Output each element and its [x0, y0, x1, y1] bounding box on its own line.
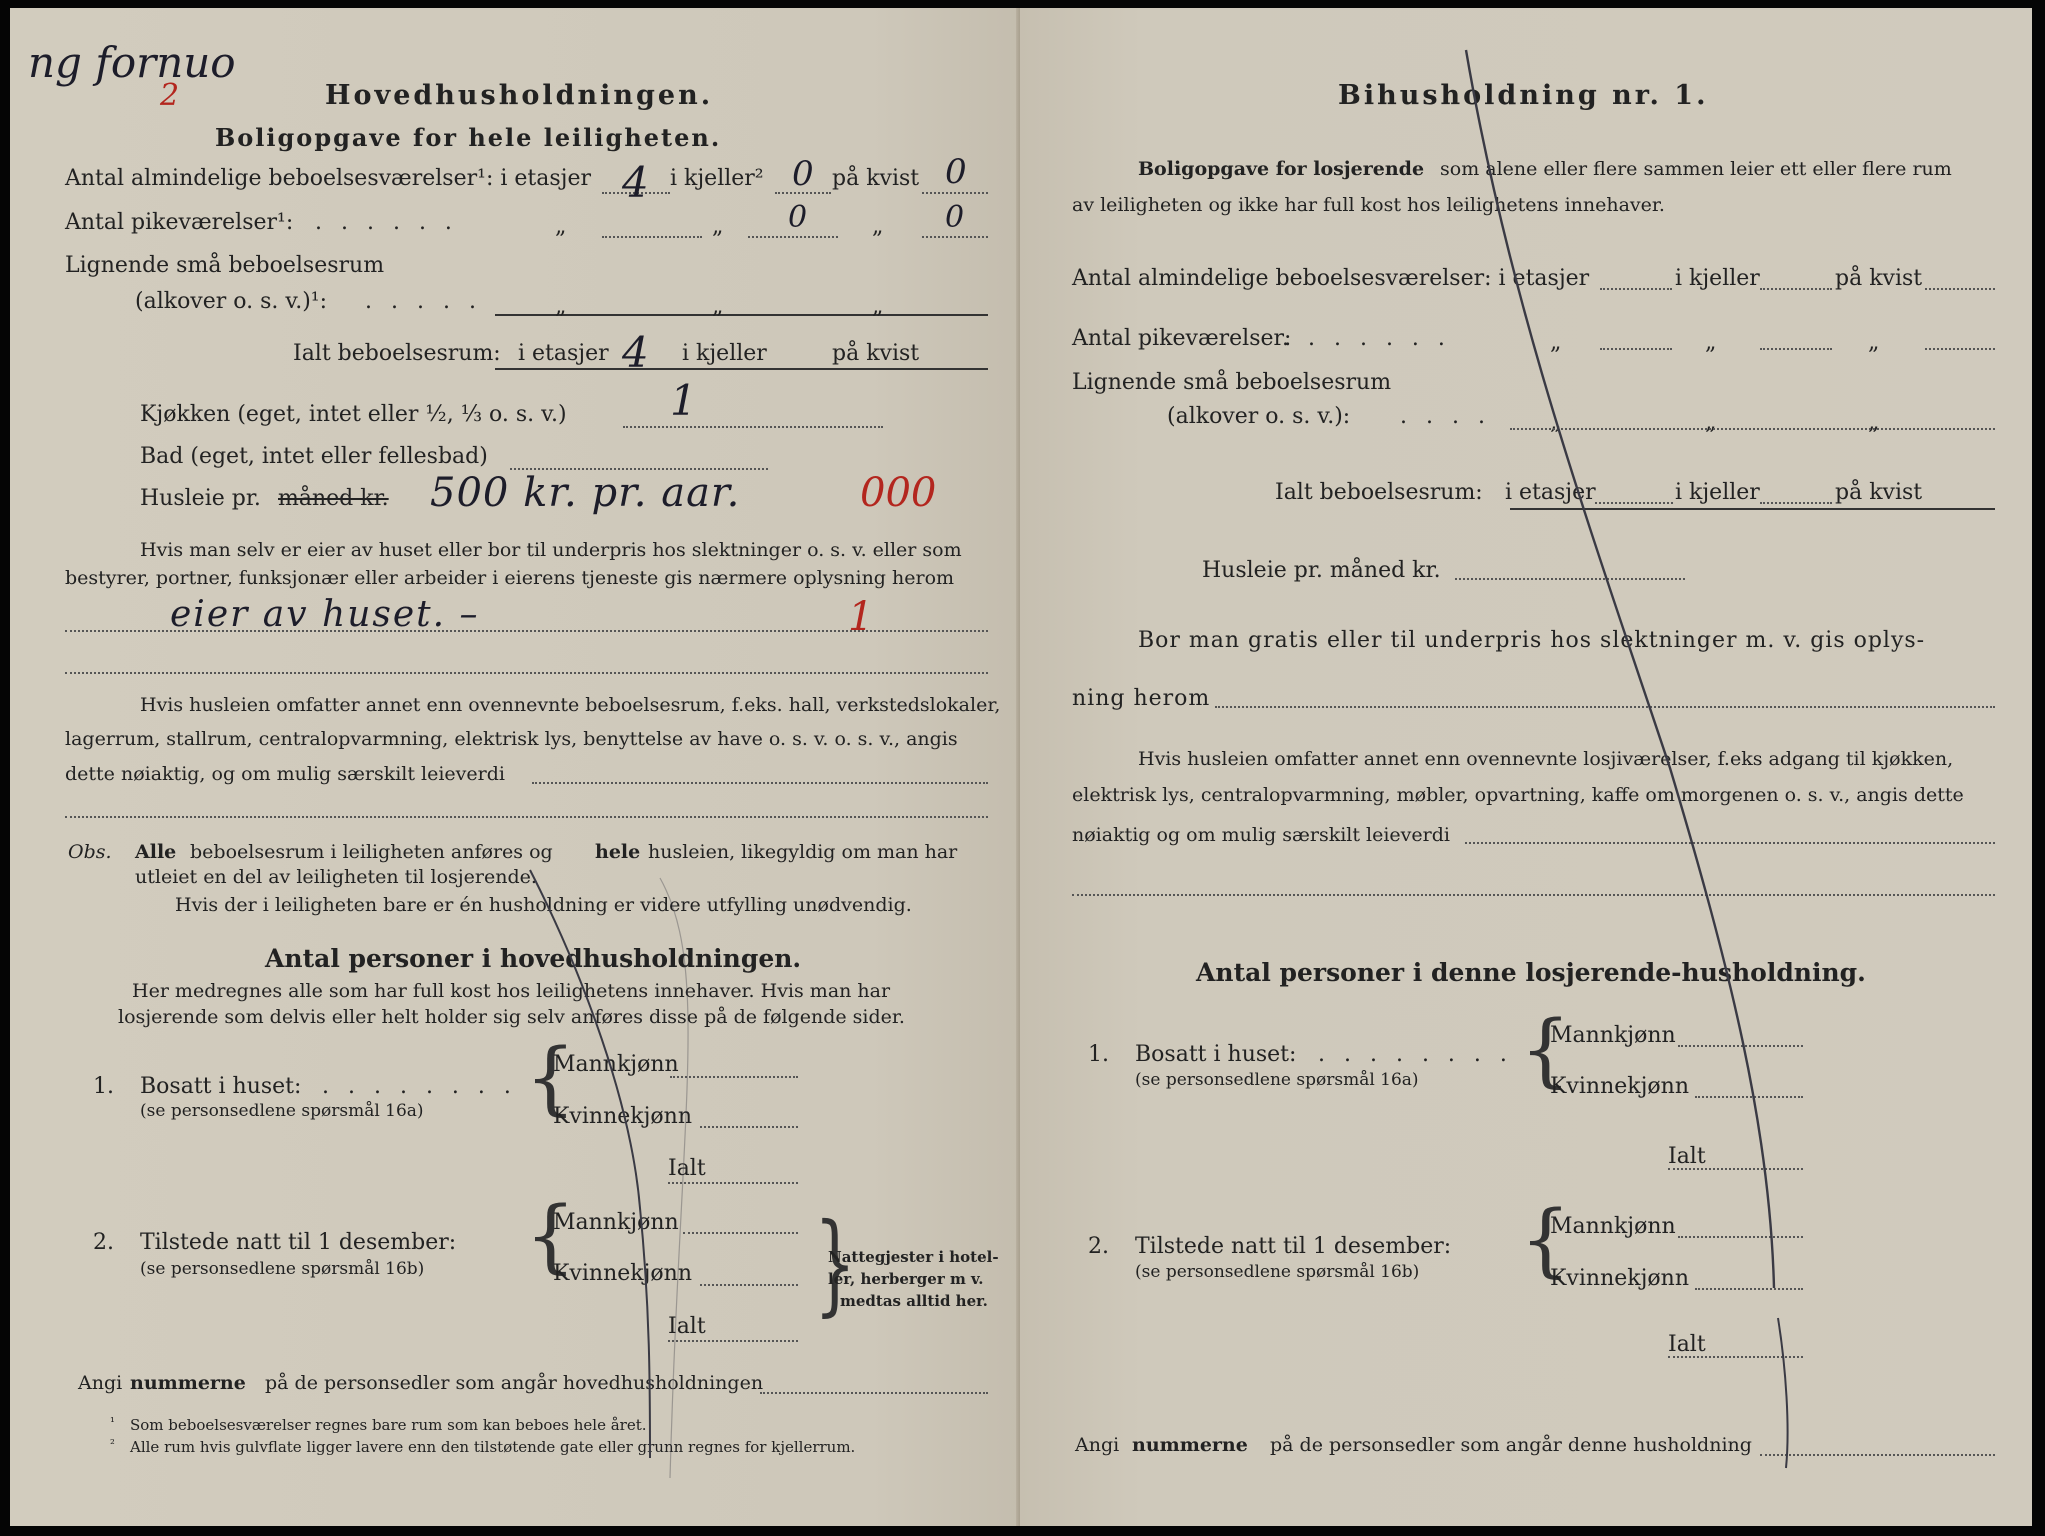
- bosatt-ialt-label: Ialt: [668, 1156, 706, 1181]
- footnote1-number: ¹: [110, 1415, 115, 1429]
- tilstede-right-brace: }: [814, 1199, 856, 1327]
- right-row3-label1: Lignende små beboelsesrum: [1072, 370, 1392, 395]
- right-row2-label: Antal pikeværelser:: [1072, 326, 1292, 351]
- bad-label: Bad (eget, intet eller fellesbad): [140, 444, 488, 469]
- obs-line2: utleiet en del av leiligheten til losjerende.: [135, 866, 537, 888]
- right-ialt-rule: [1510, 508, 1995, 510]
- bosatt-mann-label: Mannkjønn: [553, 1052, 679, 1077]
- right-omfatter-line2: elektrisk lys, centralopvarmning, møbler, opvartning, kaffe om morgenen o. s. v., angis dette: [1072, 784, 1964, 806]
- right-bosatt-mann-line: [1678, 1045, 1803, 1047]
- right-tilstede-ialt-line: [1668, 1356, 1803, 1358]
- row3-ditto1: „: [555, 294, 567, 319]
- tilstede-note-line3: medtas alltid her.: [840, 1292, 988, 1310]
- row3-label2: (alkover o. s. v.)¹:: [135, 289, 328, 314]
- tilstede-brace: {: [525, 1189, 576, 1282]
- tilstede-mann-line: [683, 1232, 798, 1234]
- right-angi-text1: Angi: [1075, 1434, 1120, 1456]
- bosatt-kvinne-line: [700, 1126, 798, 1128]
- obs-prefix: Obs.: [68, 841, 112, 863]
- eier-note-value: eier av huset. –: [170, 594, 480, 635]
- row2-line3: [922, 236, 988, 238]
- page-title: Hovedhusholdningen.: [325, 80, 714, 111]
- right-bosatt-ialt-line: [1668, 1168, 1803, 1170]
- tilstede-kvinne-label: Kvinnekjønn: [553, 1261, 692, 1286]
- tilstede-sub: (se personsedlene spørsmål 16b): [140, 1259, 425, 1279]
- bosatt-mann-line: [670, 1076, 798, 1078]
- right-row3-ditto3: „: [1868, 410, 1880, 435]
- persons-note2: losjerende som delvis eller helt holder sig selv anføres disse på de følgende sider.: [118, 1006, 905, 1028]
- footnote2-number: ²: [110, 1437, 115, 1451]
- handwritten-red-number: 2: [160, 78, 180, 113]
- right-bosatt-kvinne-label: Kvinnekjønn: [1550, 1074, 1689, 1099]
- row3-ditto3: „: [872, 294, 884, 319]
- right-row2-line1: [1600, 348, 1672, 350]
- right-bosatt-dots: . . . . . . . .: [1318, 1042, 1513, 1067]
- right-tilstede-number: 2.: [1088, 1234, 1109, 1259]
- tilstede-number: 2.: [93, 1230, 114, 1255]
- obs-word-alle: Alle: [135, 841, 177, 863]
- eier-note-red-mark: 1: [848, 594, 874, 640]
- page-subtitle: Boligopgave for hele leiligheten.: [215, 123, 722, 152]
- obs-text2: husleien, likegyldig om man har: [648, 841, 958, 863]
- row2-ditto2: „: [712, 214, 724, 239]
- ialt-rule: [495, 368, 988, 370]
- right-row3-ditto1: „: [1550, 410, 1562, 435]
- right-bosatt-kvinne-line: [1695, 1096, 1803, 1098]
- right-page-title: Bihusholdning nr. 1.: [1338, 80, 1709, 111]
- right-tilstede-sub: (se personsedlene spørsmål 16b): [1135, 1262, 1420, 1282]
- right-row3-ditto2: „: [1705, 410, 1717, 435]
- row1-kjeller-value: 0: [792, 154, 814, 194]
- row2-line1: [602, 236, 702, 238]
- obs-text1: beboelsesrum i leiligheten anføres og: [190, 841, 553, 863]
- right-ialt-kjeller-label: i kjeller: [1675, 480, 1760, 505]
- right-ialt-label: Ialt beboelsesrum:: [1275, 480, 1483, 505]
- census-form-sheet: [10, 8, 2032, 1526]
- right-tilstede-mann-label: Mannkjønn: [1550, 1214, 1676, 1239]
- tilstede-note-line1: Nattegjester i hotel-: [828, 1248, 999, 1266]
- husleie-value: 500 kr. pr. aar.: [430, 470, 741, 516]
- right-row2-ditto1: „: [1550, 330, 1562, 355]
- angi-text2: på de personsedler som angår hovedhusholdningen: [265, 1372, 764, 1394]
- right-row3-label2: (alkover o. s. v.):: [1167, 404, 1351, 429]
- right-row1-kjeller-label: i kjeller: [1675, 266, 1760, 291]
- right-bosatt-brace: {: [1520, 1003, 1571, 1096]
- row2-line2: [748, 236, 838, 238]
- right-row1-kvist-label: på kvist: [1835, 266, 1923, 291]
- right-page: [1020, 8, 2032, 1526]
- right-angi-text2: på de personsedler som angår denne husholdning: [1270, 1434, 1752, 1456]
- omfatter-line-b: [65, 816, 988, 818]
- right-row2-ditto3: „: [1868, 330, 1880, 355]
- right-angi-bold: nummerne: [1132, 1434, 1248, 1456]
- row2-ditto3: „: [872, 214, 884, 239]
- handwritten-note: ng fornuo: [28, 38, 236, 87]
- right-intro-line2: av leiligheten og ikke har full kost hos leilighetens innehaver.: [1072, 194, 1665, 216]
- right-tilstede-label: Tilstede natt til 1 desember:: [1135, 1234, 1452, 1259]
- kjokken-line: [623, 426, 883, 428]
- eier-note-line1: Hvis man selv er eier av huset eller bor til underpris hos slektninger o. s. v. eller som: [140, 539, 962, 561]
- row3-label1: Lignende små beboelsesrum: [65, 253, 385, 278]
- right-gratis-line: [1215, 706, 1995, 708]
- kjokken-value: 1: [670, 376, 697, 425]
- right-omfatter-line-a: [1465, 842, 1995, 844]
- right-ialt-etasjer-label: i etasjer: [1505, 480, 1596, 505]
- kjokken-label: Kjøkken (eget, intet eller ½, ⅓ o. s. v.): [140, 402, 567, 427]
- angi-text1: Angi: [78, 1372, 123, 1394]
- right-gratis-line1: Bor man gratis eller til underpris hos slektninger m. v. gis oplys-: [1138, 628, 1926, 653]
- right-bosatt-mann-label: Mannkjønn: [1550, 1023, 1676, 1048]
- right-ialt-kjeller-line: [1760, 502, 1832, 504]
- footnote1-text: Som beboelsesværelser regnes bare rum som kan beboes hele året.: [130, 1416, 647, 1434]
- obs-word-hele: hele: [595, 841, 641, 863]
- right-persons-title: Antal personer i denne losjerende-husholdning.: [1196, 958, 1866, 987]
- tilstede-ialt-label: Ialt: [668, 1314, 706, 1339]
- footnote2-text: Alle rum hvis gulvflate ligger lavere enn den tilstøtende gate eller grunn regnes for kjellerrum.: [130, 1438, 856, 1456]
- eier-note-line-b: [65, 672, 988, 674]
- angi-line: [760, 1392, 988, 1394]
- obs-line3: Hvis der i leiligheten bare er én husholdning er videre utfylling unødvendig.: [175, 894, 912, 916]
- row1-kvist-label: på kvist: [832, 166, 920, 191]
- row2-label: Antal pikeværelser¹:: [65, 210, 294, 235]
- right-row1-etasjer-line: [1600, 288, 1672, 290]
- persons-note1: Her medregnes alle som har full kost hos leilighetens innehaver. Hvis man har: [132, 980, 891, 1002]
- right-row2-line2: [1760, 348, 1832, 350]
- right-tilstede-brace: {: [1520, 1193, 1571, 1286]
- tilstede-label: Tilstede natt til 1 desember:: [140, 1230, 457, 1255]
- row3-ditto2: „: [712, 294, 724, 319]
- right-row1-label: Antal almindelige beboelsesværelser: i etasjer: [1072, 266, 1590, 291]
- eier-note-line-a: [65, 630, 988, 632]
- right-bosatt-number: 1.: [1088, 1042, 1109, 1067]
- right-intro-bold: Boligopgave for losjerende: [1138, 158, 1425, 180]
- husleie-red-code: 000: [860, 470, 937, 516]
- right-tilstede-kvinne-line: [1695, 1288, 1803, 1290]
- row2-kvist-value: 0: [945, 200, 965, 235]
- row1-label: Antal almindelige beboelsesværelser¹: i etasjer: [65, 166, 592, 191]
- right-row1-kvist-line: [1925, 288, 1995, 290]
- right-intro-text1: som alene eller flere sammen leier ett eller flere rum: [1440, 158, 1952, 180]
- bosatt-sub: (se personsedlene spørsmål 16a): [140, 1101, 424, 1121]
- right-row3-line: [1510, 428, 1995, 430]
- row3-dots: . . . . .: [365, 289, 482, 314]
- husleie-struck-unit: måned kr.: [278, 486, 389, 511]
- persons-title: Antal personer i hovedhusholdningen.: [265, 944, 802, 973]
- row1-kvist-value: 0: [945, 152, 967, 192]
- omfatter-line2: lagerrum, stallrum, centralopvarmning, elektrisk lys, benyttelse av have o. s. v. o. s. v., angis: [65, 728, 958, 750]
- right-omfatter-line1: Hvis husleien omfatter annet enn ovennevnte losjiværelser, f.eks adgang til kjøkken,: [1138, 748, 1954, 770]
- bosatt-number: 1.: [93, 1074, 114, 1099]
- row1-etasjer-value: 4: [622, 158, 649, 207]
- right-bosatt-label: Bosatt i huset:: [1135, 1042, 1297, 1067]
- tilstede-kvinne-line: [700, 1284, 798, 1286]
- right-omfatter-line-b: [1072, 894, 1995, 896]
- ialt-kvist-label: på kvist: [832, 341, 920, 366]
- right-row1-kjeller-line: [1760, 288, 1832, 290]
- ialt-label: Ialt beboelsesrum:: [293, 341, 501, 366]
- row3-rule: [495, 314, 988, 316]
- angi-bold: nummerne: [130, 1372, 246, 1394]
- right-row2-ditto2: „: [1705, 330, 1717, 355]
- ialt-etasjer-label: i etasjer: [518, 341, 609, 366]
- eier-note-line2: bestyrer, portner, funksjonær eller arbeider i eierens tjeneste gis nærmere oplysning herom: [65, 567, 955, 589]
- right-omfatter-line3: nøiaktig og om mulig særskilt leieverdi: [1072, 824, 1450, 846]
- row2-dots: . . . . . .: [315, 210, 458, 235]
- omfatter-line-a: [532, 782, 988, 784]
- right-row3-dots: . . . .: [1400, 404, 1491, 429]
- row1-kjeller-label: i kjeller²: [670, 166, 764, 191]
- right-gratis-line2: ning herom: [1072, 686, 1211, 711]
- right-row2-line3: [1925, 348, 1995, 350]
- right-row2-dots: . . . . . . .: [1282, 326, 1451, 351]
- bosatt-label: Bosatt i huset:: [140, 1074, 302, 1099]
- right-husleie-label: Husleie pr. måned kr.: [1202, 558, 1441, 583]
- row2-ditto1: „: [555, 214, 567, 239]
- omfatter-line1: Hvis husleien omfatter annet enn ovennevnte beboelsesrum, f.eks. hall, verkstedslokaler,: [140, 694, 1001, 716]
- right-tilstede-kvinne-label: Kvinnekjønn: [1550, 1266, 1689, 1291]
- row1-kvist-line: [922, 192, 988, 194]
- row2-kjeller-value: 0: [788, 200, 808, 235]
- right-tilstede-ialt-label: Ialt: [1668, 1332, 1706, 1357]
- bosatt-brace: {: [525, 1031, 576, 1124]
- bosatt-dots: . . . . . . . .: [322, 1074, 517, 1099]
- tilstede-mann-label: Mannkjønn: [553, 1210, 679, 1235]
- right-tilstede-mann-line: [1678, 1236, 1803, 1238]
- husleie-label: Husleie pr.: [140, 486, 261, 511]
- bosatt-ialt-line: [668, 1182, 798, 1184]
- tilstede-note-line2: ler, herberger m v.: [828, 1270, 984, 1288]
- bosatt-kvinne-label: Kvinnekjønn: [553, 1104, 692, 1129]
- ialt-etasjer-value: 4: [622, 328, 649, 377]
- right-angi-line: [1760, 1454, 1995, 1456]
- right-ialt-etasjer-line: [1595, 502, 1673, 504]
- omfatter-line3: dette nøiaktig, og om mulig særskilt leieverdi: [65, 763, 505, 785]
- left-page: [10, 8, 1020, 1526]
- right-bosatt-sub: (se personsedlene spørsmål 16a): [1135, 1070, 1419, 1090]
- right-bosatt-ialt-label: Ialt: [1668, 1144, 1706, 1169]
- right-husleie-line: [1455, 578, 1685, 580]
- ialt-kjeller-label: i kjeller: [682, 341, 767, 366]
- tilstede-ialt-line: [668, 1340, 798, 1342]
- right-ialt-kvist-label: på kvist: [1835, 480, 1923, 505]
